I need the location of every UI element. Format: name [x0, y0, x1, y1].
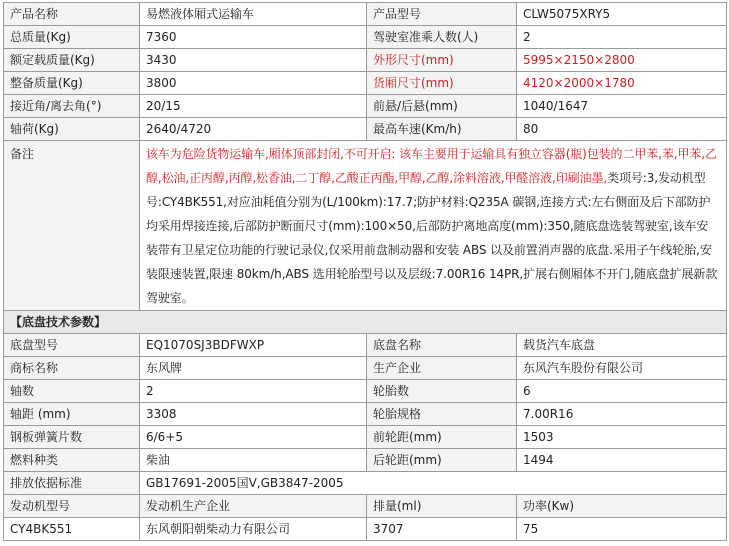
displacement-value: 3707 — [367, 518, 517, 541]
spec-row — [4, 472, 727, 495]
spec-row — [4, 26, 727, 49]
axle-load-label: 轴荷(Kg) — [4, 118, 140, 141]
spec-row — [4, 49, 727, 72]
product-name-label: 产品名称 — [4, 3, 140, 26]
spec-table — [3, 2, 727, 541]
rated-load-value: 3430 — [140, 49, 367, 72]
spec-row — [4, 72, 727, 95]
rated-load-label: 额定载质量(Kg) — [4, 49, 140, 72]
overhang-value: 1040/1647 — [517, 95, 727, 118]
product-name-value: 易燃液体厢式运输车 — [140, 3, 367, 26]
curb-mass-label: 整备质量(Kg) — [4, 72, 140, 95]
approach-angle-label: 接近角/离去角(°) — [4, 95, 140, 118]
fuel-label: 燃料种类 — [4, 449, 140, 472]
front-track-value: 1503 — [517, 426, 727, 449]
product-model-value: CLW5075XRY5 — [517, 3, 727, 26]
total-mass-value: 7360 — [140, 26, 367, 49]
brand-value: 东风牌 — [140, 357, 367, 380]
spec-row — [4, 380, 727, 403]
emission-value: GB17691-2005国Ⅴ,GB3847-2005 — [140, 472, 727, 495]
remarks-label: 备注 — [4, 141, 140, 311]
brand-label: 商标名称 — [4, 357, 140, 380]
box-dimensions-label: 货厢尺寸(mm) — [367, 72, 517, 95]
axles-value: 2 — [140, 380, 367, 403]
spec-row — [4, 95, 727, 118]
springs-value: 6/6+5 — [140, 426, 367, 449]
spec-row — [4, 403, 727, 426]
spec-row — [4, 449, 727, 472]
curb-mass-value: 3800 — [140, 72, 367, 95]
spec-row — [4, 334, 727, 357]
cab-seats-label: 驾驶室准乘人数(人) — [367, 26, 517, 49]
engine-maker-header: 发动机生产企业 — [140, 495, 367, 518]
spec-row — [4, 3, 727, 26]
product-model-label: 产品型号 — [367, 3, 517, 26]
emission-label: 排放依据标准 — [4, 472, 140, 495]
axle-load-value: 2640/4720 — [140, 118, 367, 141]
displacement-header: 排量(ml) — [367, 495, 517, 518]
tires-value: 6 — [517, 380, 727, 403]
cab-seats-value: 2 — [517, 26, 727, 49]
tires-label: 轮胎数 — [367, 380, 517, 403]
wheelbase-label: 轴距 (mm) — [4, 403, 140, 426]
chassis-name-label: 底盘名称 — [367, 334, 517, 357]
springs-label: 钢板弹簧片数 — [4, 426, 140, 449]
front-track-label: 前轮距(mm) — [367, 426, 517, 449]
manufacturer-label: 生产企业 — [367, 357, 517, 380]
max-speed-value: 80 — [517, 118, 727, 141]
box-dimensions-value: 4120×2000×1780 — [517, 72, 727, 95]
spec-row — [4, 357, 727, 380]
remarks-black-text: 类项号:3,发动机型号:CY4BK551,对应油耗值分别为(L/100km):17.7;防护材料:Q235A 碳钢,连接方式:左右侧面及后下部防护均采用焊接连接,后部防护断面尺寸(mm):100×50,后部防护离地高度(mm):350,随底盘选装驾驶室,该车安装带有卫星定位功能的行驶记录仪,仅采用前盘制动器和安装 ABS 以及前置消声器的底盘.采用子午线轮胎,安装限速装置,限速 80km/h,ABS 选用轮胎型号以及层级:7.00R16 14PR,扩展右侧厢体不开门,随底盘扩展新款驾驶室。 — [146, 171, 718, 305]
manufacturer-value: 东风汽车股份有限公司 — [517, 357, 727, 380]
spec-row — [4, 426, 727, 449]
engine-model-header: 发动机型号 — [4, 495, 140, 518]
engine-maker-value: 东风朝阳朝柴动力有限公司 — [140, 518, 367, 541]
remarks-red-text: 该车为危险货物运输车,厢体顶部封闭,不可开启: 该车主要用于运输具有独立容器(瓶)包装的二甲苯,苯,甲苯,乙醇,松油,正丙醇,丙醇,松香油,二丁醇,乙酸正丙酯,甲醇,乙醇,涂料溶液,甲醛溶液,印刷油墨, — [146, 147, 717, 185]
section-row — [4, 311, 727, 334]
remarks-text — [140, 141, 727, 311]
wheelbase-value: 3308 — [140, 403, 367, 426]
rear-track-label: 后轮距(mm) — [367, 449, 517, 472]
engine-header-row — [4, 495, 727, 518]
dimensions-label: 外形尺寸(mm) — [367, 49, 517, 72]
max-speed-label: 最高车速(Km/h) — [367, 118, 517, 141]
chassis-section-title: 【底盘技术参数】 — [4, 311, 727, 334]
spec-row — [4, 118, 727, 141]
engine-row — [4, 518, 727, 541]
approach-angle-value: 20/15 — [140, 95, 367, 118]
chassis-model-value: EQ1070SJ3BDFWXP — [140, 334, 367, 357]
axles-label: 轴数 — [4, 380, 140, 403]
dimensions-value: 5995×2150×2800 — [517, 49, 727, 72]
fuel-value: 柴油 — [140, 449, 367, 472]
tire-spec-value: 7.00R16 — [517, 403, 727, 426]
chassis-name-value: 载货汽车底盘 — [517, 334, 727, 357]
rear-track-value: 1494 — [517, 449, 727, 472]
power-header: 功率(Kw) — [517, 495, 727, 518]
remarks-row — [4, 141, 727, 311]
tire-spec-label: 轮胎规格 — [367, 403, 517, 426]
overhang-label: 前悬/后悬(mm) — [367, 95, 517, 118]
engine-model-value: CY4BK551 — [4, 518, 140, 541]
chassis-model-label: 底盘型号 — [4, 334, 140, 357]
total-mass-label: 总质量(Kg) — [4, 26, 140, 49]
power-value: 75 — [517, 518, 727, 541]
